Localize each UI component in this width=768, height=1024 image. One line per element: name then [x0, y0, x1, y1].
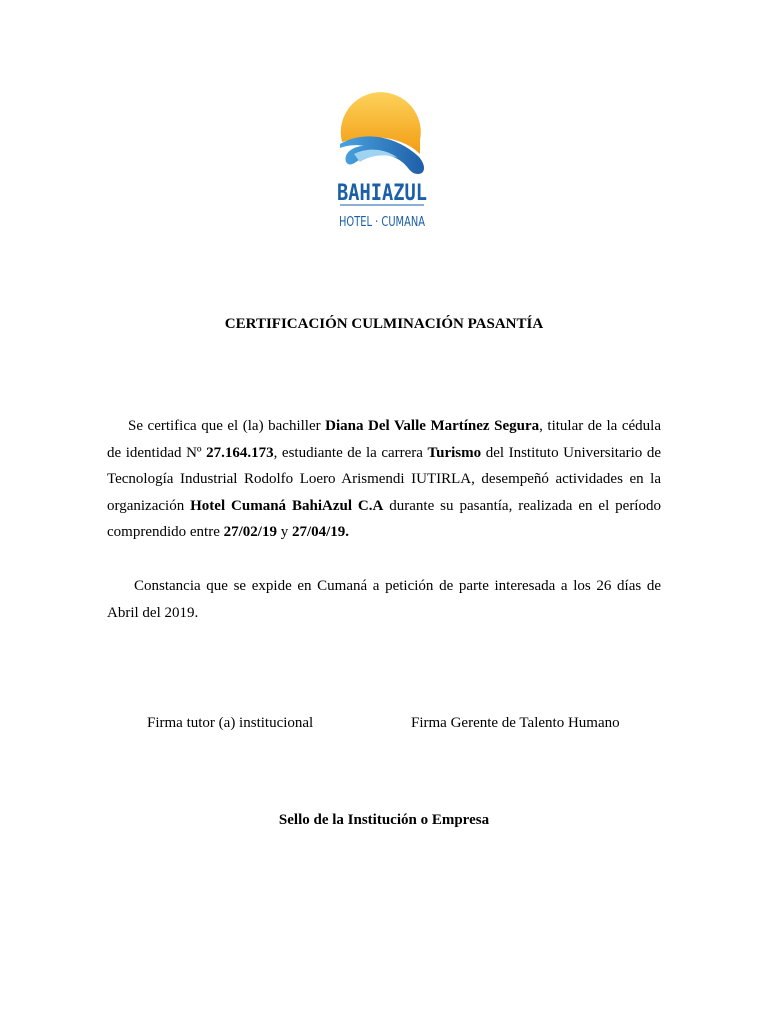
end-date: 27/04/19.: [291, 524, 350, 540]
paragraph-text: durante su pasantía, realizada en el período comprendido entre: [107, 497, 661, 540]
id-number: 27.164.173: [206, 444, 274, 461]
paragraph-text: del Instituto Universitario de Tecnología Industrial Rodolfo Loero Arismendi IUTIRLA, desempeñó actividades en la organización: [107, 444, 661, 514]
paragraph-text: Se certifica que el (la) bachiller: [128, 418, 326, 434]
institution-seal-label: Sello de la Institución o Empresa: [278, 812, 490, 828]
hotel-logo: [334, 92, 430, 232]
career-name: Turismo: [427, 444, 482, 461]
start-date: 27/02/19: [223, 524, 277, 540]
document-title: CERTIFICACIÓN CULMINACIÓN PASANTÍA: [224, 316, 544, 332]
certification-paragraph: [107, 413, 661, 546]
paragraph-text: y: [276, 524, 292, 540]
signature-hr-manager: Firma Gerente de Talento Humano: [411, 715, 620, 731]
logo-brand-name: BAHIAZUL: [337, 181, 427, 206]
signature-tutor: Firma tutor (a) institucional: [147, 715, 314, 731]
paragraph-text: , titular de la cédula de identidad Nº: [107, 418, 661, 461]
student-name: Diana Del Valle Martínez Segura: [325, 418, 540, 434]
issuance-paragraph: Constancia que se expide en Cumaná a petición de parte interesada a los 26 días de Abril del 2019.: [107, 578, 661, 621]
logo-subtitle: HOTEL · CUMANA: [339, 215, 426, 230]
organization-name: Hotel Cumaná BahiAzul C.A: [190, 497, 384, 514]
bahiazul-logo-icon: [334, 92, 430, 232]
paragraph-text: , estudiante de la carrera: [273, 444, 428, 461]
